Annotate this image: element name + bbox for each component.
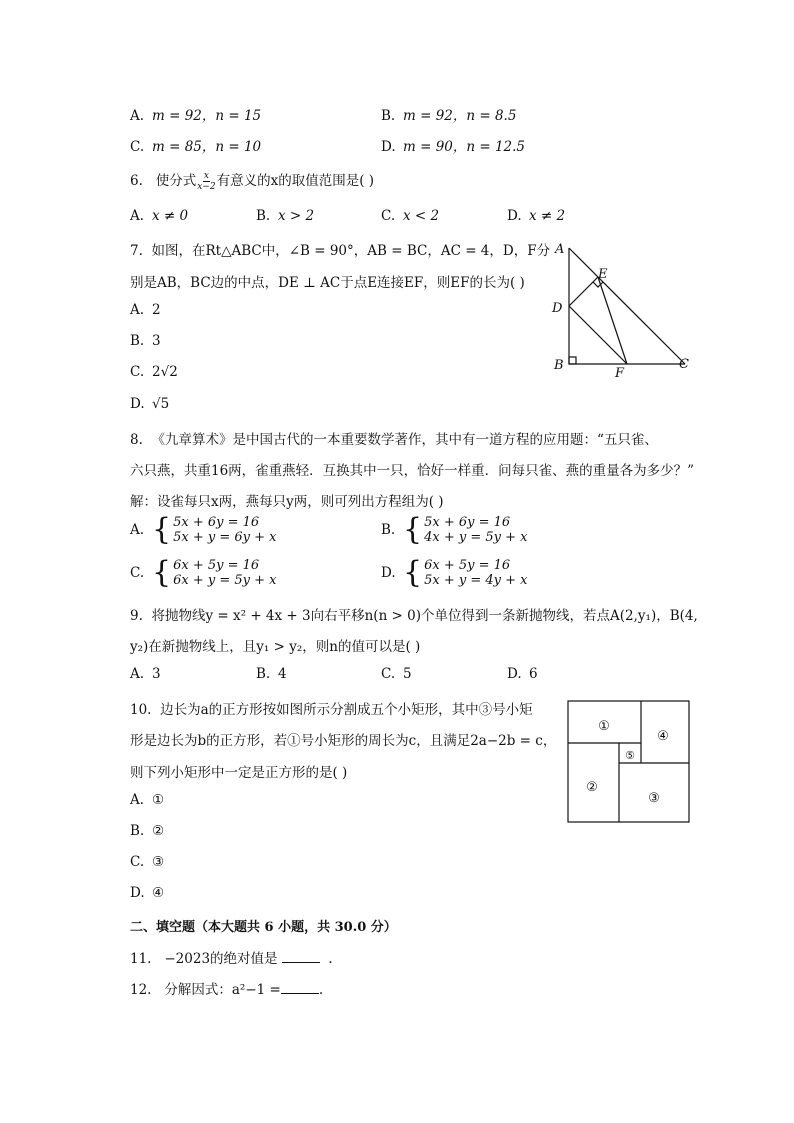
q6-option-d [507,208,565,224]
q7-option-a [130,302,161,318]
option-text: 6 [529,666,538,682]
equation: 6x + 5y = 16 [173,558,260,573]
question-text: 如图，在Rt△ABC中，∠B = 90°，AB = BC，AC = 4，D，F分 [151,243,551,259]
label-f: F [615,366,625,380]
option-text: m = 90，n = 12.5 [403,139,526,155]
option-label: D. [381,565,396,581]
option-label: C. [381,208,396,224]
option-label: A. [130,792,145,808]
question-text: y₂)在新抛物线上，且y₁ > y₂，则n的值可以是( ) [130,639,421,655]
q6-option-b [256,208,314,224]
question-8-line-3 [130,490,444,510]
question-10 [130,698,533,718]
question-text: 分解因式：a²−1 = [164,982,281,998]
question-number: 8. [130,432,143,448]
brace-icon: { [152,555,172,590]
label-b: B [554,358,564,373]
option-label: B. [381,522,396,538]
option-label: B. [256,208,271,224]
label-rect-1: ① [598,719,610,734]
label-d: D [552,301,563,316]
brace-icon: { [403,512,423,547]
question-number: 11. [130,951,152,967]
option-text: m = 85，n = 10 [152,139,262,155]
label-rect-3: ③ [648,791,660,806]
question-number: 12. [130,982,152,998]
option-label: A. [130,108,145,124]
equation: 5x + y = 4y + x [424,573,528,588]
question-9 [130,604,698,624]
question-text: 别是AB，BC边的中点，DE ⊥ AC于点E连接EF，则EF的长为( ) [130,275,525,291]
option-label: A. [130,208,145,224]
option-label: D. [507,208,522,224]
question-text: 形是边长为b的正方形，若①号小矩形的周长为c，且满足2a−2b = c， [130,733,557,749]
option-label: A. [130,302,145,318]
option-text: x > 2 [278,208,315,224]
option-label: D. [130,396,145,412]
question-text: . [318,982,324,998]
option-text: 2 [152,302,161,318]
label-a: A [555,242,565,257]
question-text: 六只燕，共重16两，雀重燕轻．互换其中一只，恰好一样重．问每只雀、燕的重量各为多少？” [130,463,695,479]
question-10-line-3 [130,761,347,781]
equation: 5x + y = 6y + x [173,530,277,545]
option-label: D. [381,139,396,155]
option-text: ② [152,823,165,839]
option-label: C. [130,565,145,581]
q8-option-c [130,555,277,590]
equation: 4x + y = 5y + x [424,530,528,545]
option-label: D. [507,666,522,682]
option-label: B. [256,666,271,682]
equation: 6x + 5y = 16 [424,558,511,573]
q6-option-c [381,208,439,224]
answer-blank[interactable] [281,981,319,994]
brace-icon: { [403,555,423,590]
option-label: B. [130,823,145,839]
question-text: 将抛物线y = x² + 4x + 3向右平移n(n > 0)个单位得到一条新抛物线，若点A(2,y₁)，B(4, [151,608,698,624]
q10-option-b [130,823,164,839]
question-number: 9. [130,608,143,624]
q5-option-c [130,135,261,155]
option-label: C. [130,364,145,380]
label-rect-2: ② [586,780,598,795]
option-text: 5 [403,666,412,682]
fraction [197,171,215,192]
question-text: 解：设雀每只x两，燕每只y两，则可列出方程组为( ) [130,494,444,510]
brace-icon: { [152,512,172,547]
question-text: 则下列小矩形中一定是正方形的是( ) [130,765,348,781]
segment-ac [569,248,685,364]
question-10-line-2 [130,729,556,749]
question-text: 有意义的x的取值范围是( ) [216,173,375,189]
equation: 6x + y = 5y + x [173,573,277,588]
fraction-denominator: x−2 [197,182,216,192]
option-text: m = 92，n = 15 [152,108,262,124]
segment-ef [598,277,627,364]
question-9-line-2 [130,635,420,655]
option-label: C. [130,139,145,155]
q9-option-c [381,666,412,682]
fraction-numerator: x [203,171,209,181]
triangle-figure [548,238,698,380]
question-text: 边长为a的正方形按如图所示分割成五个小矩形，其中③号小矩 [160,702,533,718]
q9-option-a [130,666,161,682]
q10-option-a [130,792,164,808]
question-number: 10. [130,702,152,718]
label-e: E [598,267,608,282]
label-rect-4: ④ [657,729,669,744]
option-label: C. [130,854,145,870]
q9-option-d [507,666,538,682]
q7-option-b [130,333,161,349]
equation: 5x + 6y = 16 [173,515,260,530]
option-label: A. [130,522,145,538]
section-title: 二、填空题（本大题共 6 小题，共 30.0 分） [130,920,397,935]
question-number: 6. [130,173,143,189]
option-text: ① [152,792,165,808]
q6-option-a [130,208,188,224]
q8-option-d [381,555,528,590]
right-angle-mark-b [569,357,576,364]
q8-option-a [130,512,277,547]
q9-option-b [256,666,287,682]
question-6 [130,169,374,192]
answer-blank[interactable] [282,950,320,963]
question-text: . [328,951,333,967]
option-text: 3 [152,666,161,682]
option-text: 2√2 [152,364,178,380]
option-text: m = 92，n = 8.5 [403,108,517,124]
question-12 [130,978,323,998]
question-11 [130,947,333,967]
option-text: x ≠ 2 [529,208,566,224]
option-label: D. [130,885,145,901]
q10-option-c [130,854,164,870]
segment-de [569,277,598,306]
question-text: 使分式 [155,173,197,189]
q5-option-d [381,135,525,155]
option-text: ④ [152,885,165,901]
q7-option-d [130,396,169,412]
question-text: 《九章算术》是中国古代的一本重要数学著作，其中有一道方程的应用题：“五只雀、 [151,432,658,448]
label-rect-5: ⑤ [625,749,635,762]
question-text: −2023的绝对值是 [164,951,278,967]
equation: 5x + 6y = 16 [424,515,511,530]
q5-option-a [130,104,261,124]
option-label: C. [381,666,396,682]
option-label: B. [130,333,145,349]
option-text: x < 2 [403,208,440,224]
square-partition-figure [567,700,691,824]
question-7-line-2 [130,271,525,291]
option-text: ③ [152,854,165,870]
option-text: 4 [278,666,287,682]
q7-option-c [130,364,178,380]
q10-option-d [130,885,164,901]
label-c: C [679,357,689,372]
option-text: √5 [152,396,170,412]
question-number: 7. [130,243,143,259]
segment-df [569,306,627,364]
question-8-line-2 [130,459,694,479]
option-label: B. [381,108,396,124]
question-7 [130,239,550,259]
q8-option-b [381,512,528,547]
option-text: 3 [152,333,161,349]
option-text: x ≠ 0 [152,208,189,224]
option-label: A. [130,666,145,682]
question-8 [130,428,658,448]
q5-option-b [381,104,516,124]
